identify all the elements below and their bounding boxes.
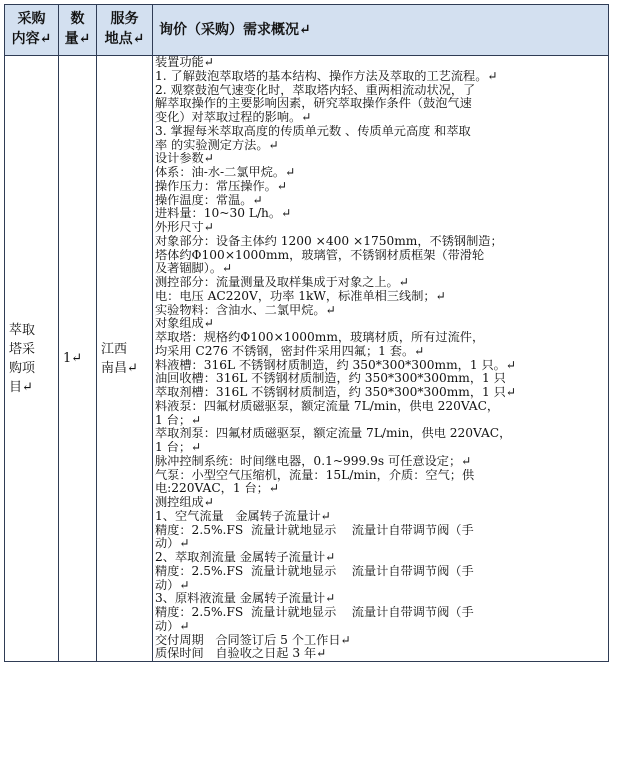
desc-line: 测控部分：流量测量及取样集成于对象之上。↵ xyxy=(155,276,409,289)
desc-line: 装置功能↵ xyxy=(155,56,214,69)
desc-line: 率 的实验测定方法。↵ xyxy=(155,138,279,152)
desc-line: 及著锢脚）。↵ xyxy=(155,262,233,276)
desc-line: 1. 了解鼓泡萃取塔的基本结构、操作方法及萃取的工艺流程。↵ xyxy=(155,69,498,83)
header-qty: 数 量↵ xyxy=(59,5,97,56)
desc-line: 油回收槽：316L 不锈钢材质制造，约 350*300*300mm，1 只 xyxy=(155,372,506,386)
desc-line: 变化）对萃取过程的影响。↵ xyxy=(155,111,312,124)
cell-desc xyxy=(153,56,609,662)
header-location: 服务 地点↵ xyxy=(97,5,153,56)
desc-line: 精度：2.5%.FS 流量计就地显示 流量计自带调节阀（手 xyxy=(155,564,474,578)
desc-line: 进料量：10~30 L/h。↵ xyxy=(155,207,292,221)
desc-line: 1、空气流量 金属转子流量计↵ xyxy=(155,509,331,523)
desc-line: 操作压力：常压操作。↵ xyxy=(155,179,288,193)
header-desc: 询价（采购）需求概况↵ xyxy=(153,5,609,56)
desc-line: 3. 掌握每米萃取高度的传质单元数 、传质单元高度 和萃取 xyxy=(155,124,471,138)
cell-location: 江西 南昌↵ xyxy=(97,56,153,662)
desc-line: 精度：2.5%.FS 流量计就地显示 流量计自带调节阀（手 xyxy=(155,606,474,619)
desc-lines xyxy=(155,56,606,661)
desc-line: 操作温度：常温。↵ xyxy=(155,193,263,207)
table-header-row xyxy=(5,5,609,56)
desc-line: 对象部分：设备主体约 1200 ×400 ×1750mm，不锈钢制造； xyxy=(155,234,503,248)
desc-line: 电:220VAC，1 台；↵ xyxy=(155,482,280,496)
cell-item: 萃取 塔采 购项 目↵ xyxy=(5,56,59,662)
table-row xyxy=(5,56,609,662)
desc-line: 电：电压 AC220V，功率 1kW，标准单相三线制；↵ xyxy=(155,289,446,303)
desc-line: 实验物料：含油水、二氯甲烷。↵ xyxy=(155,303,336,317)
cell-qty: 1↵ xyxy=(59,56,97,662)
desc-line: 萃取剂槽：316L 不锈钢材质制造，约 350*300*300mm，1 只↵ xyxy=(155,386,517,399)
header-item: 采购 内容↵ xyxy=(5,5,59,56)
desc-line: 料液泵：四氟材质磁驱泵，额定流量 7L/min，供电 220VAC， xyxy=(155,399,500,413)
desc-line: 体系：油-水-二氯甲烷。↵ xyxy=(155,166,296,179)
desc-line: 3、原料液流量 金属转子流量计↵ xyxy=(155,592,336,606)
requirements-table xyxy=(4,4,609,662)
desc-line: 交付周期 合同签订后 5 个工作日↵ xyxy=(155,633,351,647)
desc-line: 2. 观察鼓泡气速变化时，萃取塔内轻、重两相流动状况，了 xyxy=(155,83,476,97)
desc-line: 萃取塔：规格约Φ100×1000mm，玻璃材质，所有过流件， xyxy=(155,331,485,344)
desc-line: 均采用 C276 不锈钢，密封件采用四氟；1 套。↵ xyxy=(155,344,425,358)
desc-line: 料液槽：316L 不锈钢材质制造，约 350*300*300mm，1 只。↵ xyxy=(155,358,517,372)
desc-line: 外形尺寸↵ xyxy=(155,221,214,234)
desc-line: 脉冲控制系统：时间继电器，0.1~999.9s 可任意设定；↵ xyxy=(155,454,472,468)
desc-line: 质保时间 自验收之日起 3 年↵ xyxy=(155,647,327,661)
desc-line: 萃取剂泵：四氟材质磁驱泵，额定流量 7L/min，供电 220VAC， xyxy=(155,427,512,441)
desc-line: 塔体约Φ100×1000mm，玻璃管，不锈钢材质框架（带滑轮 xyxy=(155,248,485,262)
desc-line: 动）↵ xyxy=(155,578,190,592)
desc-line: 1 台；↵ xyxy=(155,441,202,454)
desc-line: 精度：2.5%.FS 流量计就地显示 流量计自带调节阀（手 xyxy=(155,523,474,537)
desc-line: 动）↵ xyxy=(155,537,190,551)
desc-line: 测控组成↵ xyxy=(155,496,214,509)
desc-line: 设计参数↵ xyxy=(155,152,214,166)
desc-line: 1 台；↵ xyxy=(155,413,202,427)
desc-line: 解萃取操作的主要影响因素，研究萃取操作条件（鼓泡气速 xyxy=(155,97,472,111)
desc-line: 气泵：小型空气压缩机，流量：15L/min，介质：空气；供 xyxy=(155,468,475,482)
desc-line: 动）↵ xyxy=(155,619,190,633)
desc-line: 对象组成↵ xyxy=(155,317,214,331)
desc-line: 2、萃取剂流量 金属转子流量计↵ xyxy=(155,551,336,564)
